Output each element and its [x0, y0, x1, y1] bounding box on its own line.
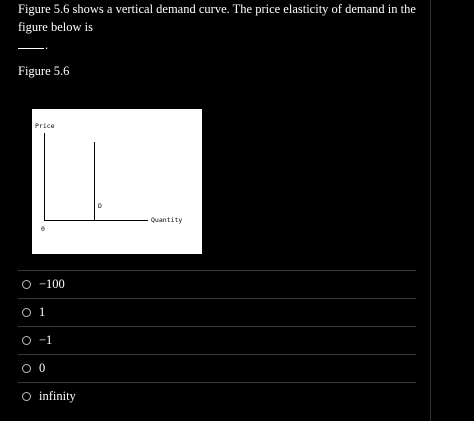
option-label: 1 [39, 305, 46, 319]
origin-label: 0 [41, 225, 45, 233]
option-1[interactable] [18, 299, 416, 326]
x-axis-line [44, 220, 148, 221]
option-0[interactable] [18, 355, 416, 382]
option-label: infinity [39, 389, 76, 403]
question-prompt [18, 0, 426, 54]
y-axis-line [44, 133, 45, 220]
figure-title: Figure 5.6 [18, 64, 70, 78]
radio-button[interactable] [22, 308, 31, 317]
answer-blank [18, 37, 44, 49]
option-label: −100 [39, 277, 65, 291]
demand-figure [32, 109, 202, 254]
y-axis-label: Price [35, 122, 55, 130]
option-neg-1[interactable] [18, 327, 416, 354]
radio-button[interactable] [22, 336, 31, 345]
radio-button[interactable] [22, 280, 31, 289]
question-text: Figure 5.6 shows a vertical demand curve. The price elasticity of demand in the figure below is [18, 2, 416, 34]
option-label: −1 [39, 333, 53, 347]
radio-button[interactable] [22, 364, 31, 373]
radio-button[interactable] [22, 392, 31, 401]
x-axis-label: Quantity [151, 216, 183, 224]
demand-curve [94, 142, 95, 220]
scrollbar-edge [430, 0, 431, 421]
question-period: . [45, 38, 49, 52]
option-infinity[interactable] [18, 383, 416, 410]
option-label: 0 [39, 361, 46, 375]
option-neg-100[interactable] [18, 271, 416, 298]
demand-curve-label: D [98, 202, 102, 210]
answer-options [18, 270, 416, 410]
